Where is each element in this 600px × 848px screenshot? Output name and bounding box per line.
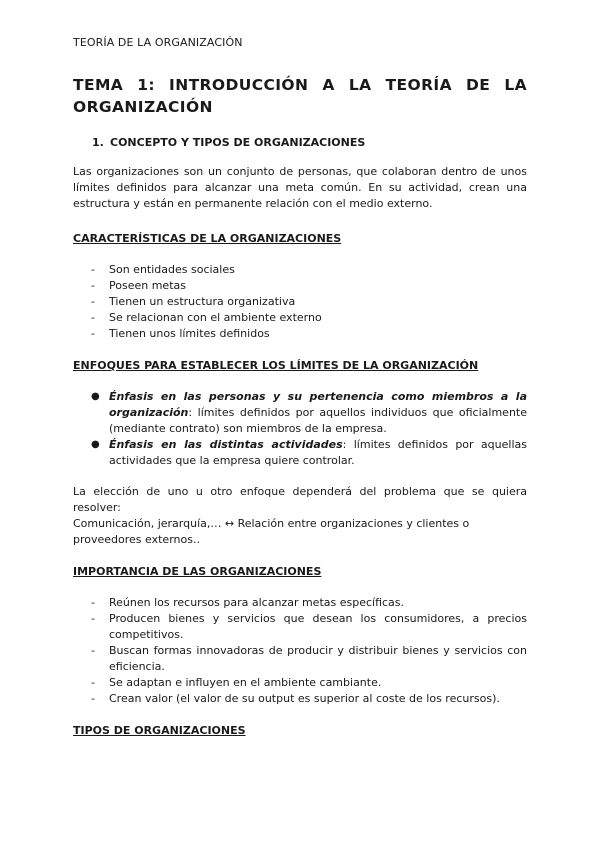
dash-marker: - xyxy=(91,263,95,276)
dash-marker: - xyxy=(91,612,95,625)
caracteristicas-list xyxy=(73,262,527,342)
list-item: ● Énfasis en las distintas actividades: límites definidos por aquellas actividades que la empresa quiere controlar. xyxy=(91,438,527,467)
dash-marker: - xyxy=(91,644,95,657)
dash-marker: - xyxy=(91,327,95,340)
list-item: - Crean valor (el valor de su output es superior al coste de los recursos). xyxy=(91,692,500,705)
comunicacion-paragraph: Comunicación, jerarquía,… ↔ Relación entre organizaciones y clientes o proveedores externos.. xyxy=(73,517,470,546)
caracteristicas-heading: CARACTERÍSTICAS DE LA ORGANIZACIONES xyxy=(73,232,342,245)
list-item: - Tienen un estructura organizativa xyxy=(91,295,296,308)
list-item: ● Énfasis en las personas y su pertenencia como miembros a la organización: límites definidos por aquellos individuos que oficialmente (mediante contrato) son miembros de la empresa. xyxy=(91,390,527,435)
dash-marker: - xyxy=(91,295,95,308)
page-title: TEMA 1: INTRODUCCIÓN A LA TEORÍA DE LA ORGANIZACIÓN xyxy=(73,76,527,116)
dash-marker: - xyxy=(91,692,95,705)
eleccion-paragraph: La elección de uno u otro enfoque dependerá del problema que se quiera resolver: xyxy=(73,485,527,514)
bullet-marker: ● xyxy=(91,391,100,402)
list-item: - Tienen unos límites definidos xyxy=(91,327,270,340)
dash-marker: - xyxy=(91,311,95,324)
section-number: 1. xyxy=(92,136,104,149)
list-item: - Poseen metas xyxy=(91,279,186,292)
dash-marker: - xyxy=(91,596,95,609)
list-item: - Se relacionan con el ambiente externo xyxy=(91,311,322,324)
dash-marker: - xyxy=(91,279,95,292)
enfoques-heading: ENFOQUES PARA ESTABLECER LOS LÍMITES DE LA ORGANIZACIÓN xyxy=(73,359,479,372)
importancia-list xyxy=(73,595,527,707)
list-item: - Se adaptan e influyen en el ambiente cambiante. xyxy=(91,676,382,689)
list-item: - Reúnen los recursos para alcanzar metas específicas. xyxy=(91,596,405,609)
dash-marker: - xyxy=(91,676,95,689)
section-title: CONCEPTO Y TIPOS DE ORGANIZACIONES xyxy=(110,136,366,149)
bullet-marker: ● xyxy=(91,439,100,450)
list-item: - Buscan formas innovadoras de producir y distribuir bienes y servicios con eficiencia. xyxy=(91,644,527,673)
emphasis-text: Énfasis en las distintas actividades xyxy=(109,438,343,451)
running-header: TEORÍA DE LA ORGANIZACIÓN xyxy=(73,36,243,49)
intro-paragraph: Las organizaciones son un conjunto de personas, que colaboran dentro de unos límites definidos para alcanzar una meta común. En su actividad, crean una estructura y están en permanente relación con el medio externo. xyxy=(73,165,527,210)
enfoques-list xyxy=(73,389,527,469)
list-item: - Producen bienes y servicios que desean los consumidores, a precios competitivos. xyxy=(91,612,527,641)
emphasis-text: Énfasis en las personas y su pertenencia como miembros a la organización xyxy=(109,390,527,419)
section-heading xyxy=(92,136,365,149)
tipos-heading: TIPOS DE ORGANIZACIONES xyxy=(73,724,246,737)
importancia-heading: IMPORTANCIA DE LAS ORGANIZACIONES xyxy=(73,565,322,578)
list-item: - Son entidades sociales xyxy=(91,263,235,276)
